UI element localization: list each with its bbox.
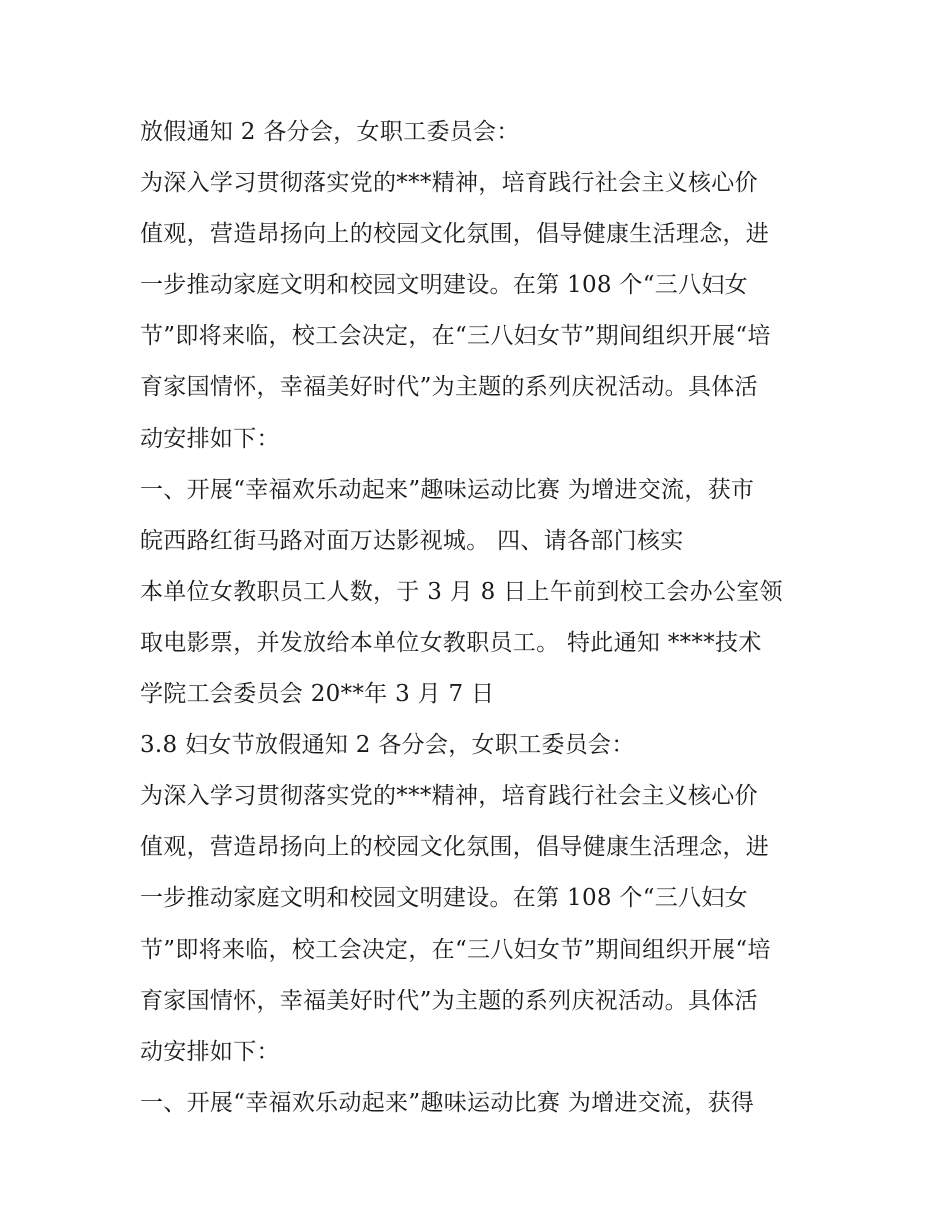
text-line: 学院工会委员会 20**年 3 月 7 日 (140, 681, 495, 708)
text-line: 动安排如下： (140, 1038, 280, 1065)
text-line: 育家国情怀，幸福美好时代”为主题的系列庆祝活动。具体活 (140, 987, 758, 1014)
text-line: 3.8 妇女节放假通知 2 各分会，女职工委员会： (140, 732, 635, 759)
text-line: 为深入学习贯彻落实党的***精神，培育践行社会主义核心价 (140, 783, 758, 810)
text-line: 一、开展“幸福欢乐动起来”趣味运动比赛 为增进交流，获得 (140, 1089, 755, 1116)
text-line: 放假通知 2 各分会，女职工委员会： (140, 119, 520, 145)
text-line: 皖西路红街马路对面万达影视城。 四、请各部门核实 (140, 527, 684, 554)
text-line: 为深入学习贯彻落实党的***精神，培育践行社会主义核心价 (140, 170, 758, 197)
text-line: 一步推动家庭文明和校园文明建设。在第 108 个“三八妇女 (140, 885, 748, 912)
text-line: 动安排如下： (140, 425, 280, 452)
text-line: 育家国情怀，幸福美好时代”为主题的系列庆祝活动。具体活 (140, 374, 758, 401)
text-line: 一步推动家庭文明和校园文明建设。在第 108 个“三八妇女 (140, 272, 748, 299)
text-line: 取电影票，并发放给本单位女教职员工。 特此通知 ****技术 (140, 629, 762, 656)
text-line: 节”即将来临，校工会决定，在“三八妇女节”期间组织开展“培 (140, 936, 771, 963)
text-line: 节”即将来临，校工会决定，在“三八妇女节”期间组织开展“培 (140, 323, 771, 350)
document-body (140, 107, 840, 1129)
text-line: 本单位女教职员工人数，于 3 月 8 日上午前到校工会办公室领 (140, 578, 783, 605)
text-line: 值观，营造昂扬向上的校园文化氛围，倡导健康生活理念，进 (140, 834, 770, 861)
text-line: 一、开展“幸福欢乐动起来”趣味运动比赛 为增进交流，获市 (140, 476, 755, 503)
text-line: 值观，营造昂扬向上的校园文化氛围，倡导健康生活理念，进 (140, 221, 770, 248)
